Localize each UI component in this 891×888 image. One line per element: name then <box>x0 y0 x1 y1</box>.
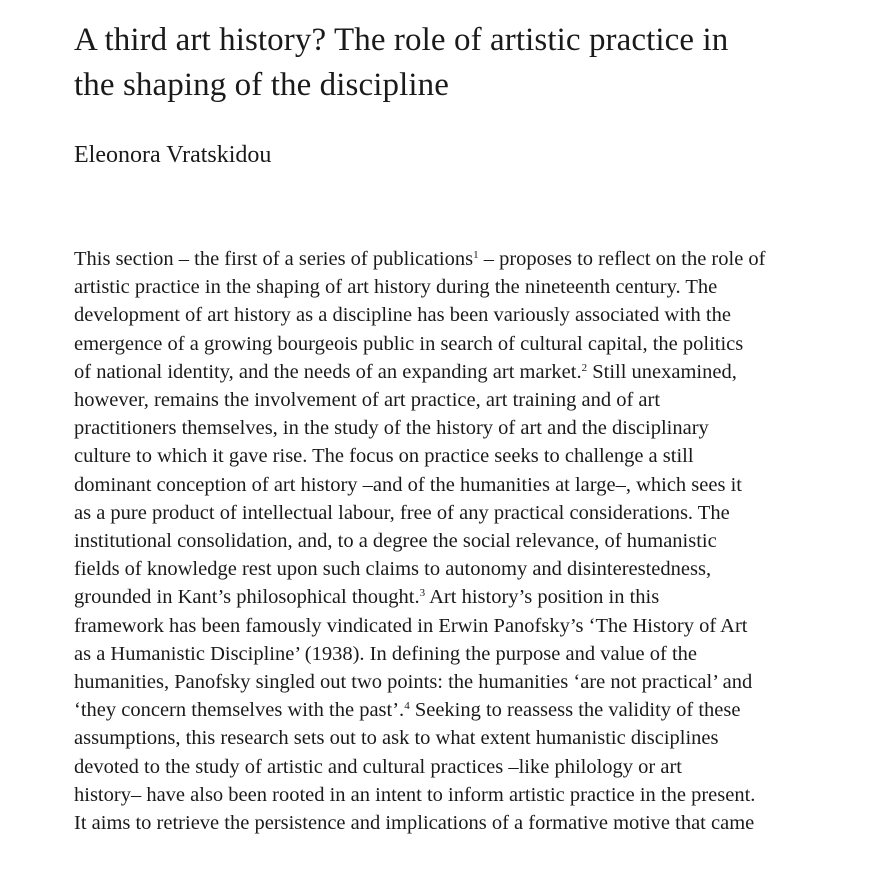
text-line: institutional consolidation, and, to a degree the social relevance, of humanistic <box>74 530 717 553</box>
text-line: artistic practice in the shaping of art history during the nineteenth century. The <box>74 276 718 299</box>
text-line: assumptions, this research sets out to ask to what extent humanistic disciplines <box>74 727 719 750</box>
text-line: ‘they concern themselves with the past’.$^4$ Seeking to reassess the validity of these <box>74 699 741 722</box>
footnote-ref[interactable]: 3 <box>419 587 426 600</box>
author-name: Eleonora Vratskidou <box>74 142 272 168</box>
text-line: as a pure product of intellectual labour, free of any practical considerations. The <box>74 501 730 524</box>
body-paragraph <box>74 245 854 837</box>
text-line: of national identity, and the needs of an expanding art market.$^2$ Still unexamined, <box>74 360 737 383</box>
text-line: This section – the first of a series of publications$^1$ – proposes to reflect on the role of <box>74 248 766 270</box>
footnote-ref[interactable]: 2 <box>581 361 588 374</box>
text-line: fields of knowledge rest upon such claims to autonomy and disinterestedness, <box>74 558 712 581</box>
text-line: dominant conception of art history –and of the humanities at large–, which sees it <box>74 473 742 496</box>
text-line: framework has been famously vindicated in Erwin Panofsky’s ‘The History of Art <box>74 614 748 637</box>
text-line: devoted to the study of artistic and cultural practices –like philology or art <box>74 755 682 778</box>
text-line: history– have also been rooted in an intent to inform artistic practice in the present. <box>74 783 756 806</box>
text-line: humanities, Panofsky singled out two points: the humanities ‘are not practical’ and <box>74 671 753 694</box>
text-line: culture to which it gave rise. The focus on practice seeks to challenge a still <box>74 445 694 468</box>
text-line: emergence of a growing bourgeois public in search of cultural capital, the politics <box>74 332 744 355</box>
title-line: A third art history? The role of artistic practice in <box>74 22 729 58</box>
text-line: as a Humanistic Discipline’ (1938). In defining the purpose and value of the <box>74 642 697 665</box>
text-line: however, remains the involvement of art practice, art training and of art <box>74 389 661 412</box>
text-line: grounded in Kant’s philosophical thought.$^3$ Art history’s position in this <box>74 586 660 609</box>
footnote-ref[interactable]: 1 <box>473 249 479 261</box>
title-line: the shaping of the discipline <box>74 67 449 103</box>
text-line: development of art history as a discipline has been variously associated with the <box>74 304 731 327</box>
article-title <box>74 18 854 108</box>
text-line: practitioners themselves, in the study of the history of art and the disciplinary <box>74 417 709 440</box>
footnote-ref[interactable]: 4 <box>404 700 410 713</box>
text-line: It aims to retrieve the persistence and implications of a formative motive that came <box>74 812 755 835</box>
